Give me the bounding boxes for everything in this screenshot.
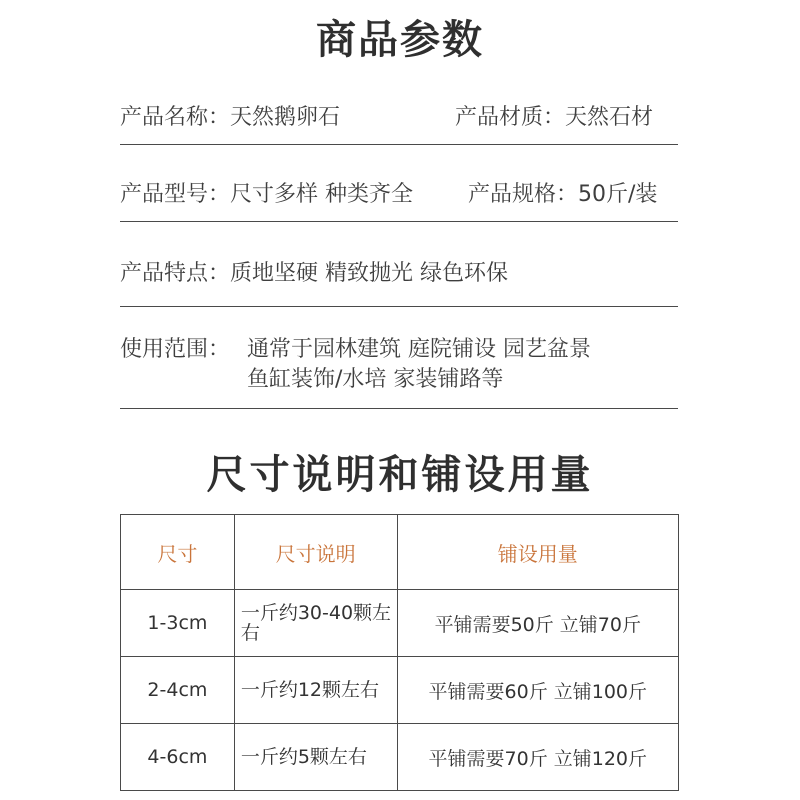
name-value: 天然鹅卵石 bbox=[230, 105, 341, 130]
feature-label: 产品特点： bbox=[120, 261, 231, 286]
model-label: 产品型号： bbox=[120, 182, 231, 207]
size-cell: 2-4cm bbox=[121, 657, 235, 724]
header-usage: 铺设用量 bbox=[397, 515, 678, 590]
usage-cell: 平铺需要60斤 立铺100斤 bbox=[397, 657, 678, 724]
spec-label: 产品规格： bbox=[468, 182, 579, 207]
divider bbox=[120, 144, 678, 145]
feature-value: 质地坚硬 精致抛光 绿色环保 bbox=[230, 261, 509, 286]
param-row-feature bbox=[120, 259, 680, 289]
usage-cell: 平铺需要50斤 立铺70斤 bbox=[397, 590, 678, 657]
divider bbox=[120, 408, 678, 409]
param-row-model-spec bbox=[120, 180, 680, 210]
material-label: 产品材质： bbox=[455, 105, 566, 130]
divider bbox=[120, 221, 678, 222]
header-desc: 尺寸说明 bbox=[234, 515, 397, 590]
model-value: 尺寸多样 种类齐全 bbox=[230, 182, 414, 207]
param-row-name-material bbox=[120, 103, 680, 133]
header-size: 尺寸 bbox=[121, 515, 235, 590]
size-cell: 4-6cm bbox=[121, 724, 235, 791]
usage-cell: 平铺需要70斤 立铺120斤 bbox=[397, 724, 678, 791]
size-usage-table bbox=[120, 514, 679, 791]
param-row-usage bbox=[120, 335, 680, 395]
table-row bbox=[121, 657, 679, 724]
desc-cell: 一斤约30-40颗左右 bbox=[234, 590, 397, 657]
desc-cell: 一斤约5颗左右 bbox=[234, 724, 397, 791]
name-label: 产品名称： bbox=[120, 105, 231, 130]
usage-line-2: 鱼缸装饰/水培 家装铺路等 bbox=[247, 367, 504, 392]
page-title: 商品参数 bbox=[316, 17, 484, 63]
spec-value: 50斤/装 bbox=[578, 182, 658, 207]
table-row bbox=[121, 590, 679, 657]
usage-line-1: 通常于园林建筑 庭院铺设 园艺盆景 bbox=[247, 337, 591, 362]
divider bbox=[120, 306, 678, 307]
size-cell: 1-3cm bbox=[121, 590, 235, 657]
desc-cell: 一斤约12颗左右 bbox=[234, 657, 397, 724]
usage-label: 使用范围： bbox=[120, 337, 231, 362]
table-header-row bbox=[121, 515, 679, 590]
table-title: 尺寸说明和铺设用量 bbox=[206, 452, 594, 498]
table-row bbox=[121, 724, 679, 791]
material-value: 天然石材 bbox=[565, 105, 654, 130]
